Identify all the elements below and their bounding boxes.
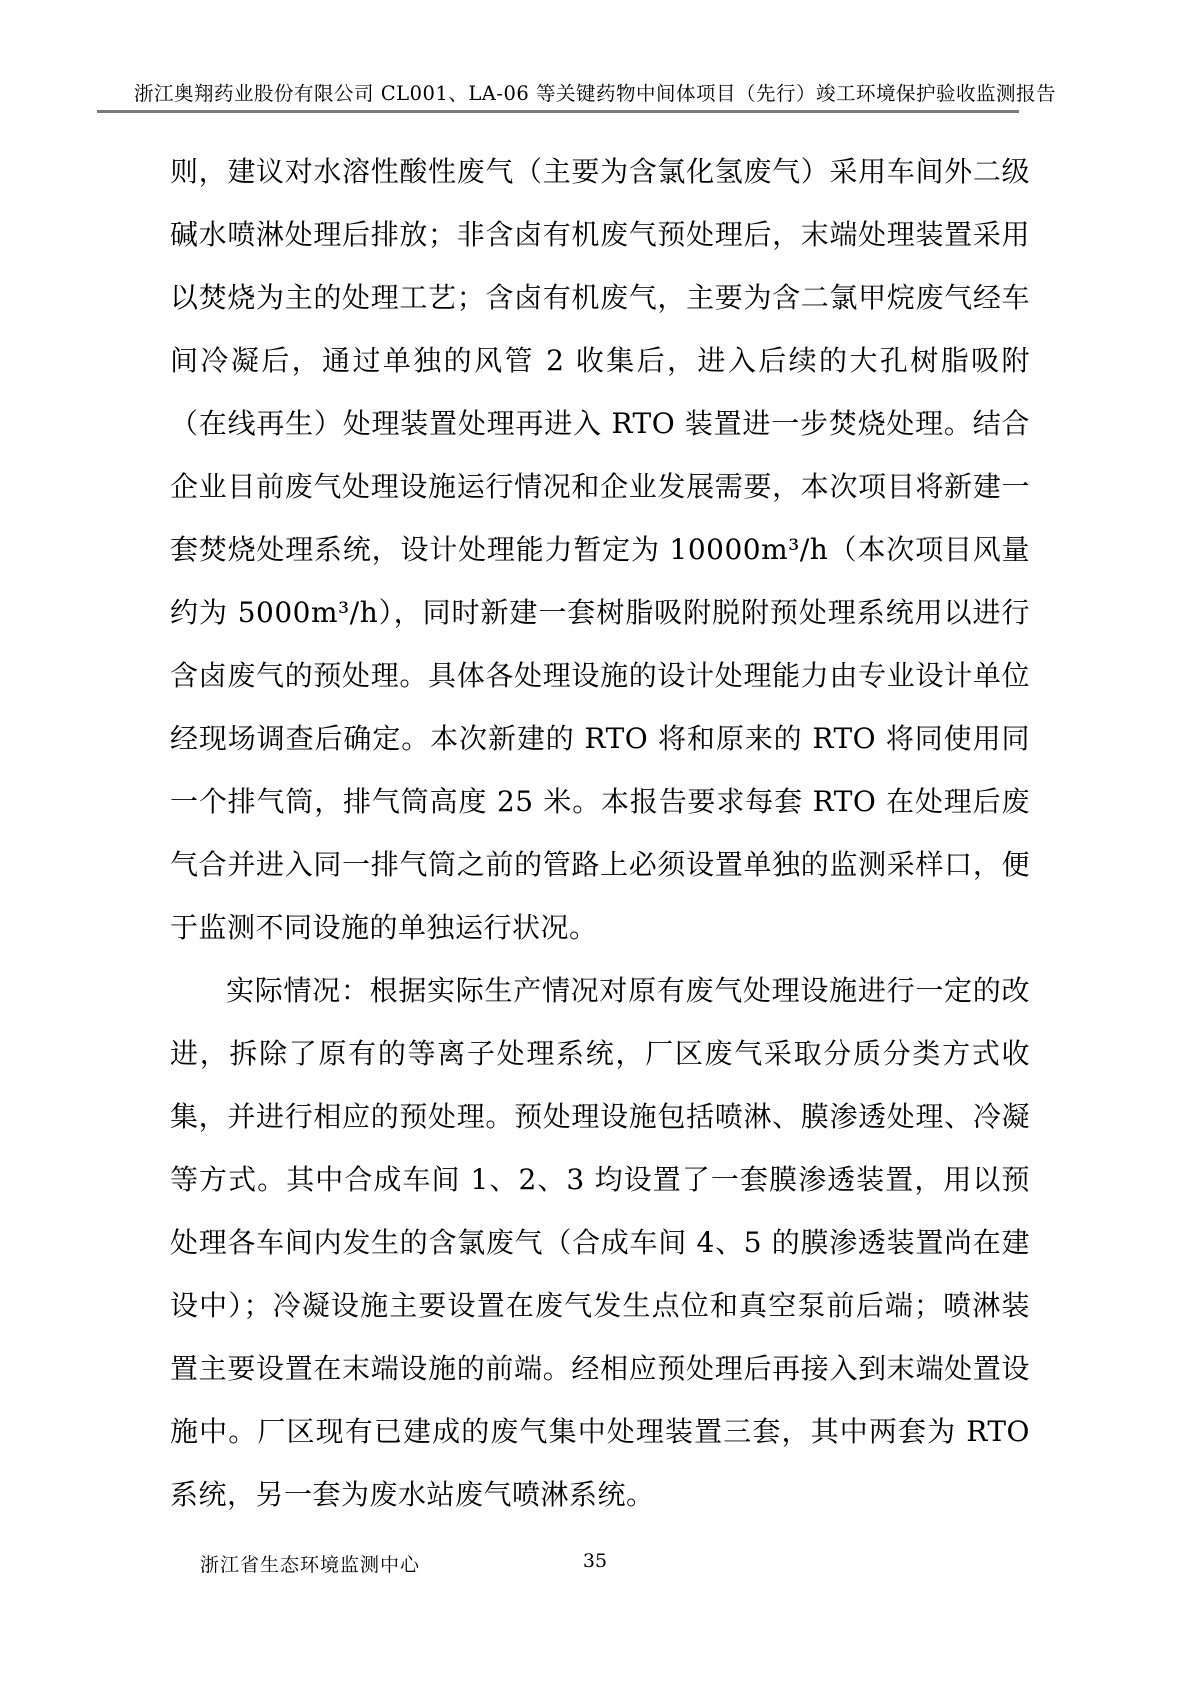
header-rule [97, 110, 1019, 113]
page-number: 35 [582, 1550, 608, 1572]
document-body [170, 140, 1030, 1526]
header-title: 浙江奥翔药业股份有限公司 CL001、LA-06 等关键药物中间体项目（先行）竣工环境保护验收监测报告 [134, 82, 1056, 105]
footer-organization: 浙江省生态环境监测中心 [200, 1554, 421, 1576]
paragraph-continued: 则，建议对水溶性酸性废气（主要为含氯化氢废气）采用车间外二级碱水喷淋处理后排放；非含卤有机废气预处理后，末端处理装置采用以焚烧为主的处理工艺；含卤有机废气，主要为含二氯甲烷废气经车间冷凝后，通过单独的风管 2 收集后，进入后续的大孔树脂吸附（在线再生）处理装置处理再进入 RTO 装置进一步焚烧处理。结合企业目前废气处理设施运行情况和企业发展需要，本次项目将新建一套焚烧处理系统，设计处理能力暂定为 10000m³/h（本次项目风量约为 5000m³/h），同时新建一套树脂吸附脱附预处理系统用以进行含卤废气的预处理。具体各处理设施的设计处理能力由专业设计单位经现场调查后确定。本次新建的 RTO 将和原来的 RTO 将同使用同一个排气筒，排气筒高度 25 米。本报告要求每套 RTO 在处理后废气合并进入同一排气筒之前的管路上必须设置单独的监测采样口，便于监测不同设施的单独运行状况。 [170, 155, 1030, 944]
paragraph-actual-situation: 实际情况：根据实际生产情况对原有废气处理设施进行一定的改进，拆除了原有的等离子处理系统，厂区废气采取分质分类方式收集，并进行相应的预处理。预处理设施包括喷淋、膜渗透处理、冷凝等方式。其中合成车间 1、2、3 均设置了一套膜渗透装置，用以预处理各车间内发生的含氯废气（合成车间 4、5 的膜渗透装置尚在建设中）；冷凝设施主要设置在废气发生点位和真空泵前后端；喷淋装置主要设置在末端设施的前端。经相应预处理后再接入到末端处置设施中。厂区现有已建成的废气集中处理装置三套，其中两套为 RTO 系统，另一套为废水站废气喷淋系统。 [170, 974, 1030, 1511]
